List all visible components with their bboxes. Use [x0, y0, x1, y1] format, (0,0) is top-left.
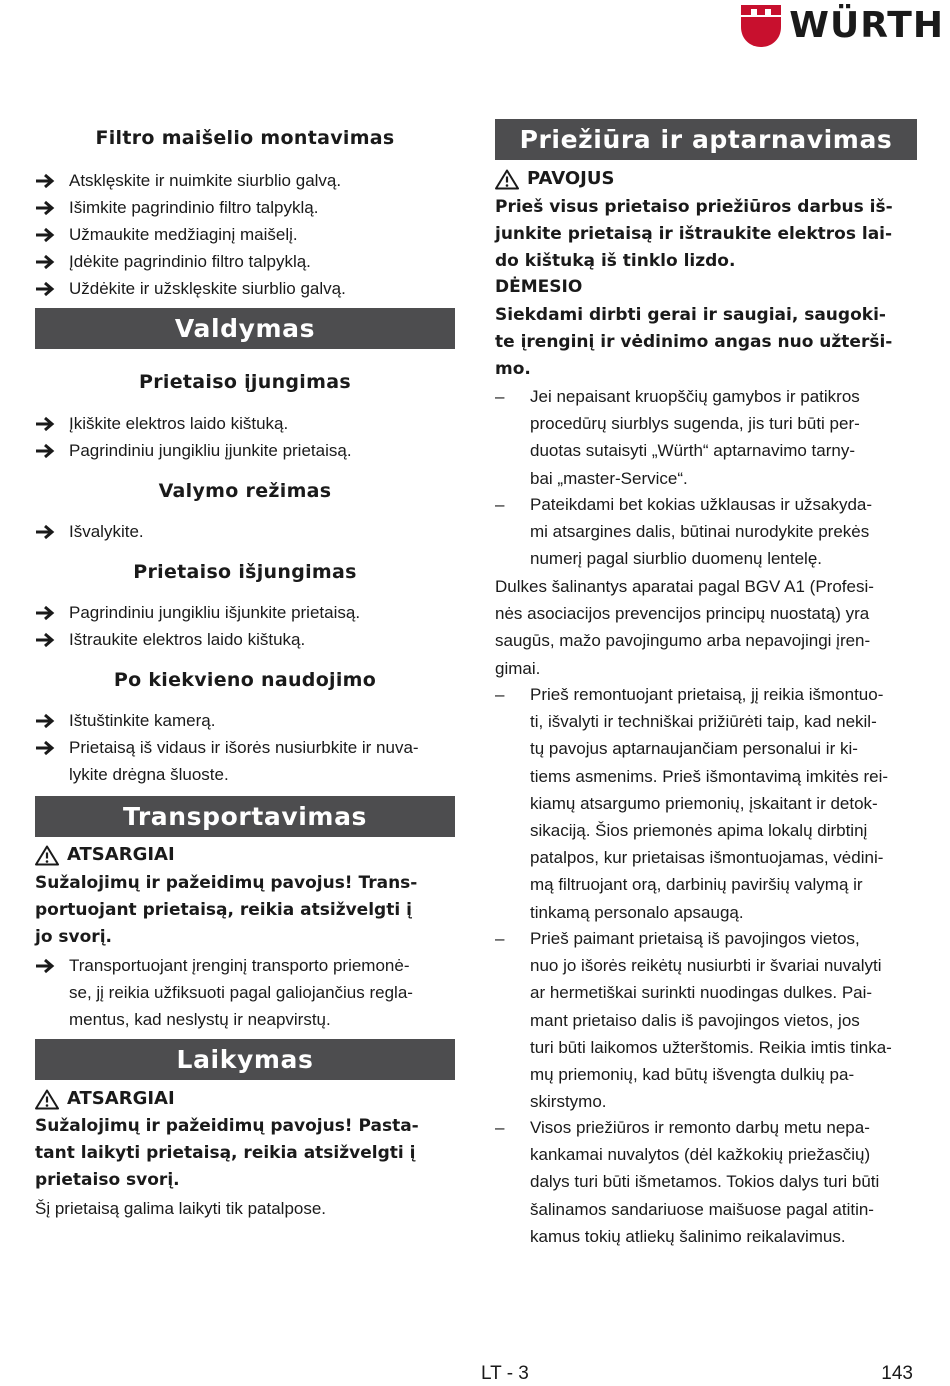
- laikymas-text: Šį prietaisą galima laikyti tik patalpose.: [35, 1199, 327, 1218]
- list-item: Ištraukite elektros laido kištuką.: [35, 626, 455, 653]
- warning-triangle-icon: [495, 169, 519, 190]
- arrow-right-icon: [35, 410, 61, 437]
- transport-warning-title: ATSARGIAI: [35, 842, 455, 868]
- arrow-right-icon: [35, 626, 61, 653]
- dash-bullet: –: [495, 387, 505, 406]
- section-title-valdymas: Valdymas: [35, 308, 455, 349]
- transport-warning-text: Sužalojimų ir pažeidimų pavojus! Trans- portuojant prietaisą, reikia atsižvelgti į jo svorį.: [35, 873, 418, 948]
- ijungimas-heading: Prietaiso įjungimas: [139, 371, 351, 393]
- arrow-right-icon: [35, 734, 61, 761]
- page-number: 143: [881, 1363, 913, 1384]
- arrow-right-icon: [35, 599, 61, 626]
- list-item: Transportuojant įrenginį transporto priemonė- se, jį reikia užfiksuoti pagal galiojančius regla- mentus, kad neslystų ir neapvirstų.: [35, 952, 455, 1034]
- list-item: – Pateikdami bet kokias užklausas ir užsakyda- mi atsargines dalis, būtinai nurodykite prekės numerį pagal siurblio duomenų lentelę.: [495, 491, 917, 573]
- list-item: Įkiškite elektros laido kištuką.: [35, 410, 455, 437]
- dash-bullet: –: [495, 1118, 505, 1137]
- wurth-emblem-icon: [741, 5, 781, 47]
- section-title-prieziura: Priežiūra ir aptarnavimas: [495, 119, 917, 160]
- arrow-right-icon: [35, 952, 61, 979]
- list-item: Pagrindiniu jungikliu išjunkite prietaisą.: [35, 599, 455, 626]
- list-item: Atsklęskite ir nuimkite siurblio galvą.: [35, 167, 455, 194]
- section-title-laikymas: Laikymas: [35, 1039, 455, 1080]
- list-item: Užmaukite medžiaginį maišelį.: [35, 221, 455, 248]
- arrow-right-icon: [35, 248, 61, 275]
- arrow-right-icon: [35, 518, 61, 545]
- list-item: Ištuštinkite kamerą.: [35, 707, 455, 734]
- attention-text: Siekdami dirbti gerai ir saugiai, saugoki- te įrenginį ir vėdinimo angas nuo užterši- mo.: [495, 305, 893, 380]
- dash-bullet: –: [495, 685, 505, 704]
- filtro-heading: Filtro maišelio montavimas: [95, 127, 395, 149]
- arrow-right-icon: [35, 221, 61, 248]
- valymo-heading: Valymo režimas: [158, 480, 332, 502]
- arrow-right-icon: [35, 707, 61, 734]
- arrow-right-icon: [35, 437, 61, 464]
- brand-name: WÜRTH: [789, 5, 944, 46]
- list-item: – Jei nepaisant kruopščių gamybos ir patikros procedūrų siurblys sugenda, jis turi būti per- duotas sutaisyti „Würth“ aptarnavimo tarny- bai „master-Service“.: [495, 383, 917, 492]
- warning-triangle-icon: [35, 845, 59, 866]
- arrow-right-icon: [35, 275, 61, 302]
- list-item: – Prieš paimant prietaisą iš pavojingos vietos, nuo jo išorės reikėtų nusiurbti ir švariai nuvalyti ar hermetiškai surinkti nuodingas dulkes. Pai- mant prietaiso dalis iš pavojingos vietos, jos turi būti laikomos užterštomis. Reikia imtis tinka- mų priemonių, kad būtų išvengta dulkių pa- skirstymo.: [495, 925, 917, 1115]
- danger-text: Prieš visus prietaiso priežiūros darbus iš- junkite prietaisą ir ištraukite elektros lai- do kištuką iš tinklo lizdo.: [495, 197, 893, 272]
- wurth-logo: [741, 4, 944, 48]
- footer-section: LT - 3: [481, 1363, 529, 1384]
- dash-bullet: –: [495, 495, 505, 514]
- naudojimo-heading: Po kiekvieno naudojimo: [113, 669, 377, 691]
- laikymas-warning-title: ATSARGIAI: [35, 1086, 455, 1112]
- dash-bullet: –: [495, 929, 505, 948]
- list-item: Pagrindiniu jungikliu įjunkite prietaisą.: [35, 437, 455, 464]
- section-title-transportavimas: Transportavimas: [35, 796, 455, 837]
- list-item: – Prieš remontuojant prietaisą, jį reikia išmontuo- ti, išvalyti ir techniškai prižiūrėti taip, kad nekil- tų pavojus aptarnaujančiam personalui ir ki- tiems asmenims. Prieš išmontavimą imkitės rei- kiamų atsargumo priemonių, įskaitant ir detok- sikaciją. Šios priemonės apima lokalų dirbtinį patalpos, kur prietaisas išmontuojamas, vėdini- mą filtruojant orą, darbinių paviršių valymą ir tinkamą personalo apsaugą.: [495, 681, 917, 926]
- list-item: Išimkite pagrindinio filtro talpyklą.: [35, 194, 455, 221]
- warning-triangle-icon: [35, 1089, 59, 1110]
- attention-title: DĖMESIO: [495, 277, 583, 297]
- danger-title: PAVOJUS: [495, 166, 917, 192]
- list-item: – Visos priežiūros ir remonto darbų metu nepa- kankamai nuvalytos (dėl kažkokių priežasčių) dalys turi būti išmetamos. Tokios dalys turi būti šalinamos sandariuose maišuose pagal atitin- kamus tokių atliekų šalinimo reikalavimus.: [495, 1114, 917, 1250]
- arrow-right-icon: [35, 167, 61, 194]
- list-item: Uždėkite ir užsklęskite siurblio galvą.: [35, 275, 455, 302]
- list-item: Išvalykite.: [35, 518, 455, 545]
- arrow-right-icon: [35, 194, 61, 221]
- isjungimas-heading: Prietaiso išjungimas: [133, 561, 357, 583]
- bgv-paragraph: Dulkes šalinantys aparatai pagal BGV A1 (Profesi- nės asociacijos prevencijos principų nuostatą) yra saugūs, mažo pavojingumo arba nepavojingi įren- gimai.: [495, 577, 874, 678]
- laikymas-warning-text: Sužalojimų ir pažeidimų pavojus! Pasta- tant laikyti prietaisą, reikia atsižvelgti į prietaiso svorį.: [35, 1116, 419, 1191]
- list-item: Įdėkite pagrindinio filtro talpyklą.: [35, 248, 455, 275]
- list-item: Prietaisą iš vidaus ir išorės nusiurbkite ir nuva- lykite drėgna šluoste.: [35, 734, 455, 788]
